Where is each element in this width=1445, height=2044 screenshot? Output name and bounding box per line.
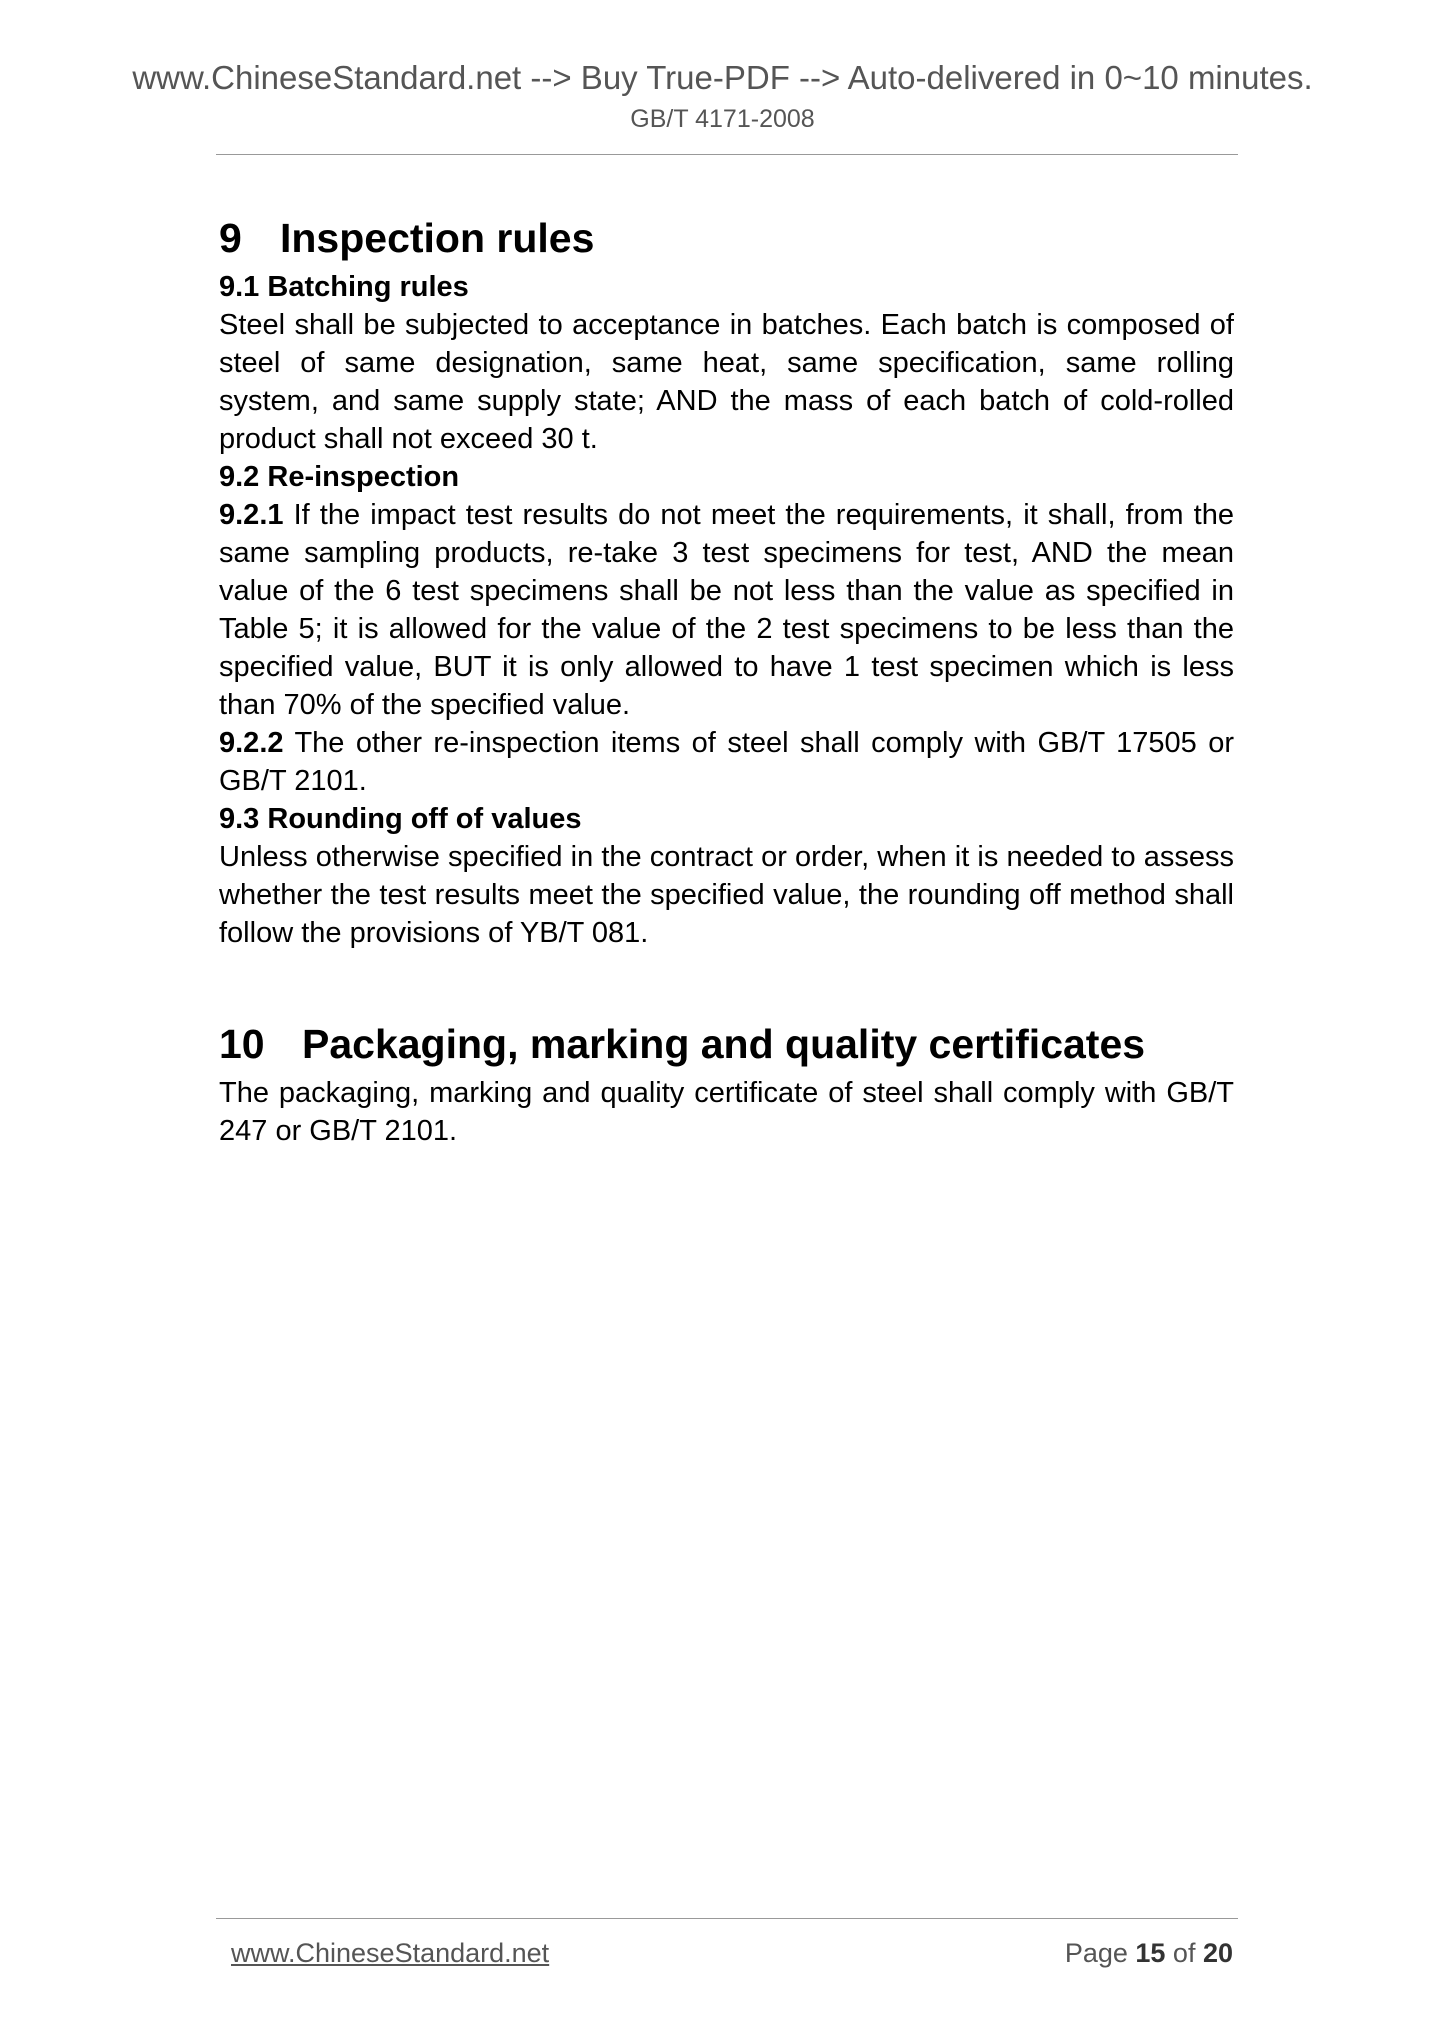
page-prefix: Page: [1064, 1938, 1136, 1968]
section-10-number: 10: [219, 1021, 265, 1067]
clause-9-2-1-text: If the impact test results do not meet the requirements, it shall, from the same sampling products, re-take 3 test specimens for test, AND the mean value of the 6 test specimens shall be not less than the value as specified in Table 5; it is allowed for the value of the 2 test specimens to be less than the specified value, BUT it is only allowed to have 1 test specimen which is less than 70% of the specified value.: [219, 499, 1234, 721]
clause-9-2-heading: 9.2 Re-inspection: [219, 461, 460, 493]
clause-9-1-text: Steel shall be subjected to acceptance in batches. Each batch is composed of steel of same designation, same heat, same specification, same rolling system, and same supply state; AND the mass of each batch of cold-rolled product shall not exceed 30 t.: [219, 309, 1234, 455]
clause-9-2-2-text: The other re-inspection items of steel shall comply with GB/T 17505 or GB/T 2101.: [219, 727, 1234, 797]
section-10-title: Packaging, marking and quality certificates: [302, 1021, 1146, 1067]
header-banner: www.ChineseStandard.net --> Buy True-PDF --> Auto-delivered in 0~10 minutes.: [132, 59, 1313, 96]
footer-website-link[interactable]: www.ChineseStandard.net: [231, 1938, 550, 1968]
header-divider: [216, 154, 1238, 155]
clause-9-3-heading: 9.3 Rounding off of values: [219, 803, 582, 835]
section-10-heading: [219, 1014, 1234, 1074]
footer-divider: [216, 1918, 1238, 1919]
clause-9-2-2: [219, 724, 1234, 800]
page-current: 15: [1135, 1938, 1166, 1968]
section-10-text: The packaging, marking and quality certificate of steel shall comply with GB/T 247 or GB/T 2101.: [219, 1077, 1234, 1147]
section-9-heading: [219, 208, 1234, 268]
clause-9-3-text: Unless otherwise specified in the contract or order, when it is needed to assess whether the test results meet the specified value, the rounding off method shall follow the provisions of YB/T 081.: [219, 841, 1234, 949]
clause-9-1-heading: 9.1 Batching rules: [219, 271, 469, 303]
section-9-number: 9: [219, 215, 242, 261]
standard-code: GB/T 4171-2008: [630, 105, 815, 133]
clause-9-2-2-number: 9.2.2: [219, 727, 284, 759]
page-indicator: [1065, 1936, 1233, 1970]
page-content: [219, 208, 1234, 1150]
clause-9-2-1-number: 9.2.1: [219, 499, 284, 531]
clause-9-2-1: [219, 496, 1234, 724]
section-9-title: Inspection rules: [280, 215, 595, 261]
page-of: of: [1165, 1938, 1203, 1968]
page-total: 20: [1202, 1938, 1233, 1968]
